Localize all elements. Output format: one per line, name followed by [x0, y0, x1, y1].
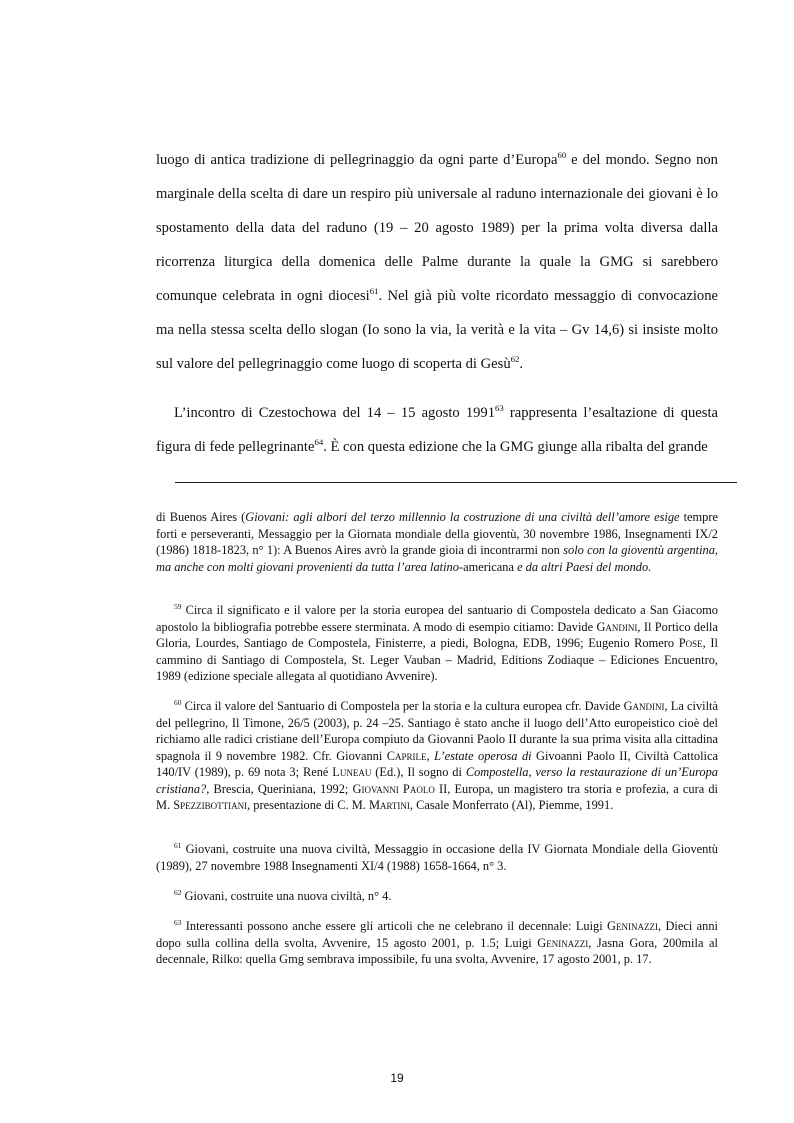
page-number: 19	[390, 1071, 404, 1085]
footnote-59: $^{59}$ Circa il significato e il valore per la storia europea del santuario di Compostela dedicato a San Giacomo apostolo la bibliografia potrebbe essere sterminata. A modo di esempio citiamo: Davide Gandini, Il Portico della Gloria, Lourdes, Santiago de Compostela, Finisterre, a piedi, Bologna, EDB, 1996; Eugenio Romero Pose, Il cammino di Santiago di Compostela, St. Leger Vauban – Madrid, Editions Zodiaque – Ediciones Encuentro, 1989 (edizione speciale allegata al quotidiano Avvenire).	[156, 601, 718, 683]
author-surname: Geninazzi	[537, 935, 589, 950]
footnote-ref: 63	[495, 403, 504, 414]
body-paragraph-2: L’incontro di Czestochowa del 14 – 15 agosto 1991$^{63}$ rappresenta l’esaltazione di questa figura di fede pellegrinante$^{64}$. È con questa edizione che la GMG giunge alla ribalta del grande	[156, 403, 718, 455]
author-surname: Gandini	[596, 619, 638, 634]
footnote-ref: 62	[174, 887, 182, 897]
italic-text: L’estate operosa di	[434, 748, 532, 763]
footnote-ref: 60	[174, 697, 182, 707]
footnote-ref: 64	[314, 437, 324, 448]
footnote-62: $^{62}$ Giovani, costruite una nuova civiltà, n° 4.	[174, 887, 392, 903]
author-surname: Gandini	[623, 699, 665, 713]
author-surname: Spezzibottiani	[173, 798, 248, 812]
footnote-separator	[175, 482, 737, 483]
footnote-61: $^{61}$ Giovani, costruite una nuova civiltà, Messaggio in occasione della IV Giornata Mondiale della Gioventù (1989), 27 novembre 1988 Insegnamenti XI/4 (1988) 1658-1664, n° 3.	[156, 840, 718, 873]
footnote-ref: 61	[369, 286, 379, 297]
footnote-60: $^{60}$ Circa il valore del Santuario di Compostela per la storia e la cultura europea cfr. Davide Gandini, La civiltà del pellegrino, Il Timone, 26/5 (2003), p. 24 –25. Santiago è stato anche il luogo dell’Atto europeistico cioè del richiamo alle radici cristiane dell’Europa compiuto da Giovanni Paolo II durante la sua prima visita alla cittadina spagnola il 9 novembre 1982. Cfr. Giovanni Caprile, L’estate operosa di Givoanni Paolo II, Civiltà Cattolica 140/IV (1989), p. 69 nota 3; René Luneau (Ed.), Il sogno di Compostella, verso la restaurazione di un’Europa cristiana?, Brescia, Queriniana, 1992; Giovanni Paolo II, Europa, un magistero tra storia e profezia, a cura di M. Spezzibottiani, presentazione di C. M. Martini, Casale Monferrato (Al), Piemme, 1991.	[156, 697, 719, 812]
footnote-ref: 59	[174, 601, 182, 611]
italic-text: Compostella, verso la restaurazione di un’Europa cristiana?	[156, 765, 718, 796]
author-surname: Caprile	[386, 748, 427, 763]
author-surname: Giovanni Paolo	[352, 781, 435, 796]
footnote-ref: 63	[174, 917, 182, 927]
author-surname: Geninazzi	[607, 919, 658, 933]
footnote-ref: 60	[557, 150, 567, 161]
author-surname: Luneau	[332, 765, 372, 779]
author-surname: Pose	[678, 636, 703, 650]
footnote-63: $^{63}$ Interessanti possono anche essere gli articoli che ne celebrano il decennale: Luigi Geninazzi, Dieci anni dopo sulla collina della svolta, Avvenire, 15 agosto 2001, p. 1.5; Luigi Geninazzi, Jasna Gora, 200mila al decennale, Rilko: quella Gmg sembrava impossibile, fu una svolta, Avvenire, 17 agosto 2001, p. 17.	[156, 917, 718, 966]
body-paragraph-1: luogo di antica tradizione di pellegrinaggio da ogni parte d’Europa$^{60}$ e del mondo. Segno non marginale della scelta di dare un respiro più universale al raduno internazionale dei giovani è lo spostamento della data del raduno (19 – 20 agosto 1989) per la prima volta diversa dalla ricorrenza liturgica della domenica delle Palme durante la quale la GMG si sarebbero comunque celebrata in ogni diocesi$^{61}$. Nel già più volte ricordato messaggio di convocazione ma nella stessa scelta dello slogan (Io sono la via, la verità e la vita – Gv 14,6) si insiste molto sul valore del pellegrinaggio come luogo di scoperta di Gesù$^{62}$.	[156, 150, 718, 372]
author-surname: Martini	[368, 798, 410, 812]
footnote-continuation: di Buenos Aires (Giovani: agli albori del terzo millennio la costruzione di una civiltà dell’amore esige tempre forti e perseveranti, Messaggio per la Giornata mondiale della gioventù, 30 novembre 1986, Insegnamenti IX/2 (1986) 1818-1823, n° 1): A Buenos Aires avrò la grande gioia di incontrarmi non solo con la gioventù argentina, ma anche con molti giovani provenienti da tutta l’area latino-americana e da altri Paesi del mondo.	[156, 510, 718, 574]
italic-text: e da altri Paesi del mondo.	[517, 559, 652, 574]
italic-text: solo con la gioventù argentina, ma anche con molti giovani provenienti da tutta l’area latino	[156, 543, 718, 574]
footnote-ref: 62	[510, 354, 520, 365]
footnote-ref: 61	[174, 840, 182, 850]
italic-text: Giovani: agli albori del terzo millennio la costruzione di una civiltà dell’amore esige	[245, 510, 680, 524]
